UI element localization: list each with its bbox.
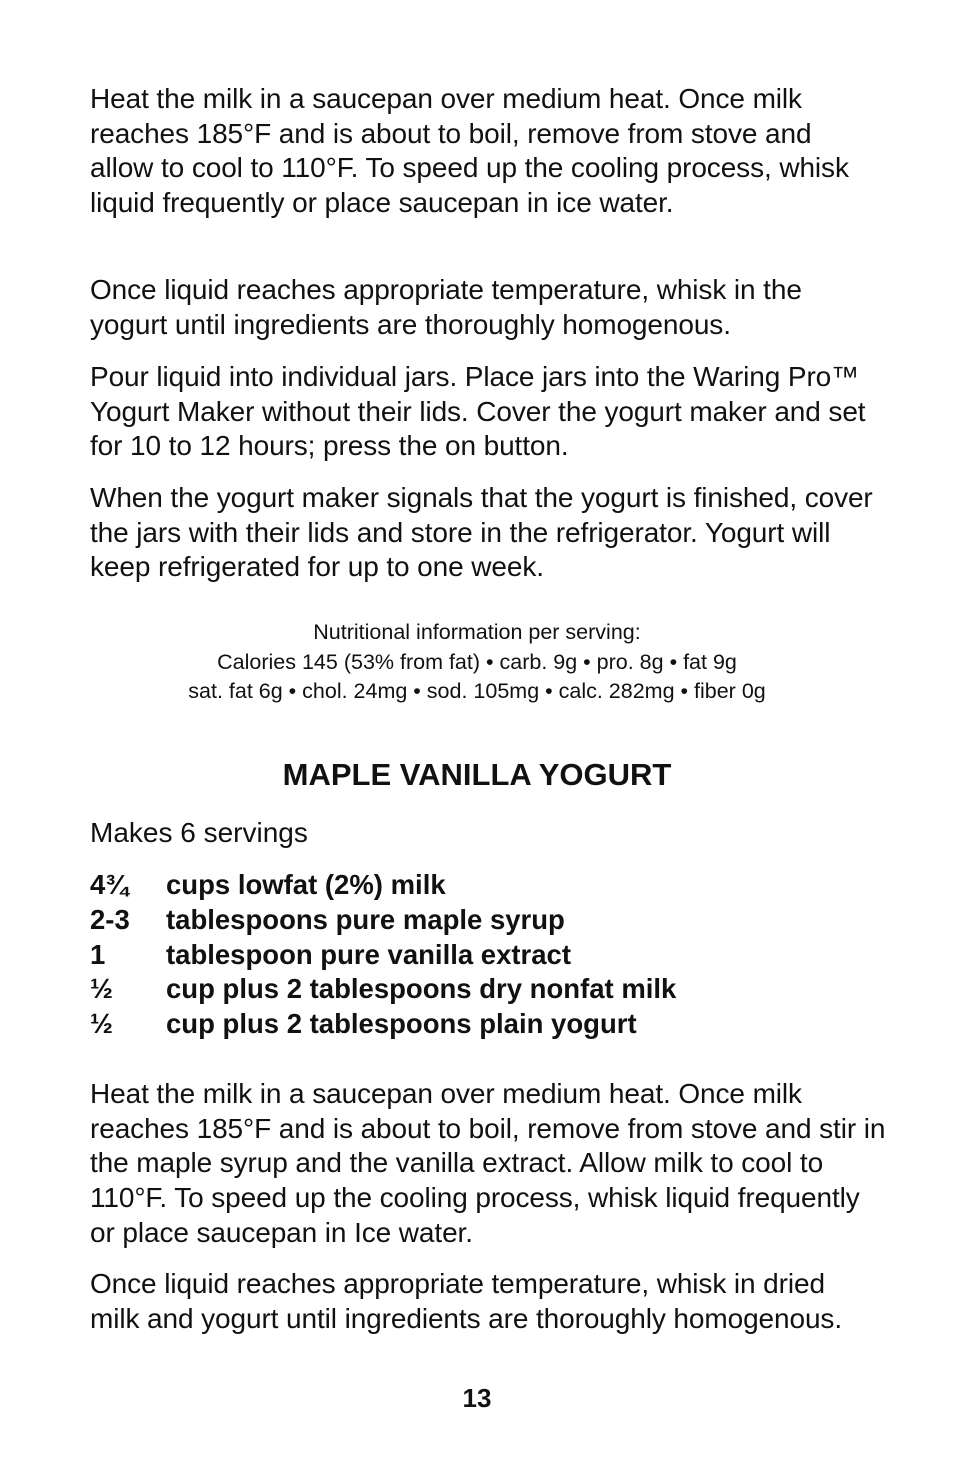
intro-paragraph-jars: Pour liquid into individual jars. Place jars into the Waring Pro™ Yogurt Maker without their lids. Cover the yogurt maker and set for 10 to 12 hours; press the on button. bbox=[90, 361, 866, 462]
ingredient-description: cup plus 2 tablespoons dry nonfat milk bbox=[166, 973, 677, 1005]
ingredient-item bbox=[90, 903, 880, 938]
ingredient-description: cups lowfat (2%) milk bbox=[166, 869, 446, 900]
ingredient-description: tablespoon pure vanilla extract bbox=[166, 938, 571, 970]
ingredient-description: cup plus 2 tablespoons plain yogurt bbox=[166, 1008, 637, 1040]
ingredient-item bbox=[90, 938, 880, 973]
ingredient-quantity: ½ bbox=[90, 973, 113, 1005]
nutrition-info bbox=[0, 618, 954, 707]
nutrition-line: Calories 145 (53% from fat) • carb. 9g • pro. 8g • fat 9g bbox=[217, 649, 737, 674]
intro-paragraph-store: When the yogurt maker signals that the yogurt is finished, cover the jars with their lids and store in the refrigerator. Yogurt will keep refrigerated for up to one week. bbox=[90, 482, 873, 583]
ingredient-quantity: 4¾ bbox=[90, 869, 129, 900]
nutrition-heading: Nutritional information per serving: bbox=[313, 620, 641, 644]
nutrition-line: sat. fat 6g • chol. 24mg • sod. 105mg • calc. 282mg • fiber 0g bbox=[188, 679, 766, 703]
recipe-title: MAPLE VANILLA YOGURT bbox=[282, 757, 672, 792]
ingredient-item bbox=[90, 1007, 880, 1042]
directions-paragraph-whisk: Once liquid reaches appropriate temperature, whisk in dried milk and yogurt until ingredients are thoroughly homogenous. bbox=[90, 1268, 843, 1334]
directions-paragraph-heat: Heat the milk in a saucepan over medium heat. Once milk reaches 185°F and is about to boil, remove from stove and stir in the maple syrup and the vanilla extract. Allow milk to cool to 110°F. To speed up the cooling process, whisk liquid frequently or place saucepan in Ice water. bbox=[90, 1078, 886, 1248]
intro-paragraph-whisk: Once liquid reaches appropriate temperature, whisk in the yogurt until ingredients are thoroughly homogenous. bbox=[90, 274, 802, 340]
ingredient-quantity: ½ bbox=[90, 1008, 113, 1040]
ingredient-item bbox=[90, 868, 880, 903]
intro-paragraph-heat: Heat the milk in a saucepan over medium heat. Once milk reaches 185°F and is about to boil, remove from stove and allow to cool to 110°F. To speed up the cooling process, whisk liquid frequently or place saucepan in ice water. bbox=[90, 83, 849, 219]
ingredient-quantity: 1 bbox=[90, 938, 106, 970]
ingredient-list bbox=[90, 868, 880, 1042]
ingredient-description: tablespoons pure maple syrup bbox=[166, 903, 565, 935]
page-number: 13 bbox=[462, 1383, 492, 1413]
ingredient-quantity: 2-3 bbox=[90, 903, 130, 935]
recipe-servings: Makes 6 servings bbox=[90, 817, 308, 848]
ingredient-item bbox=[90, 972, 880, 1007]
